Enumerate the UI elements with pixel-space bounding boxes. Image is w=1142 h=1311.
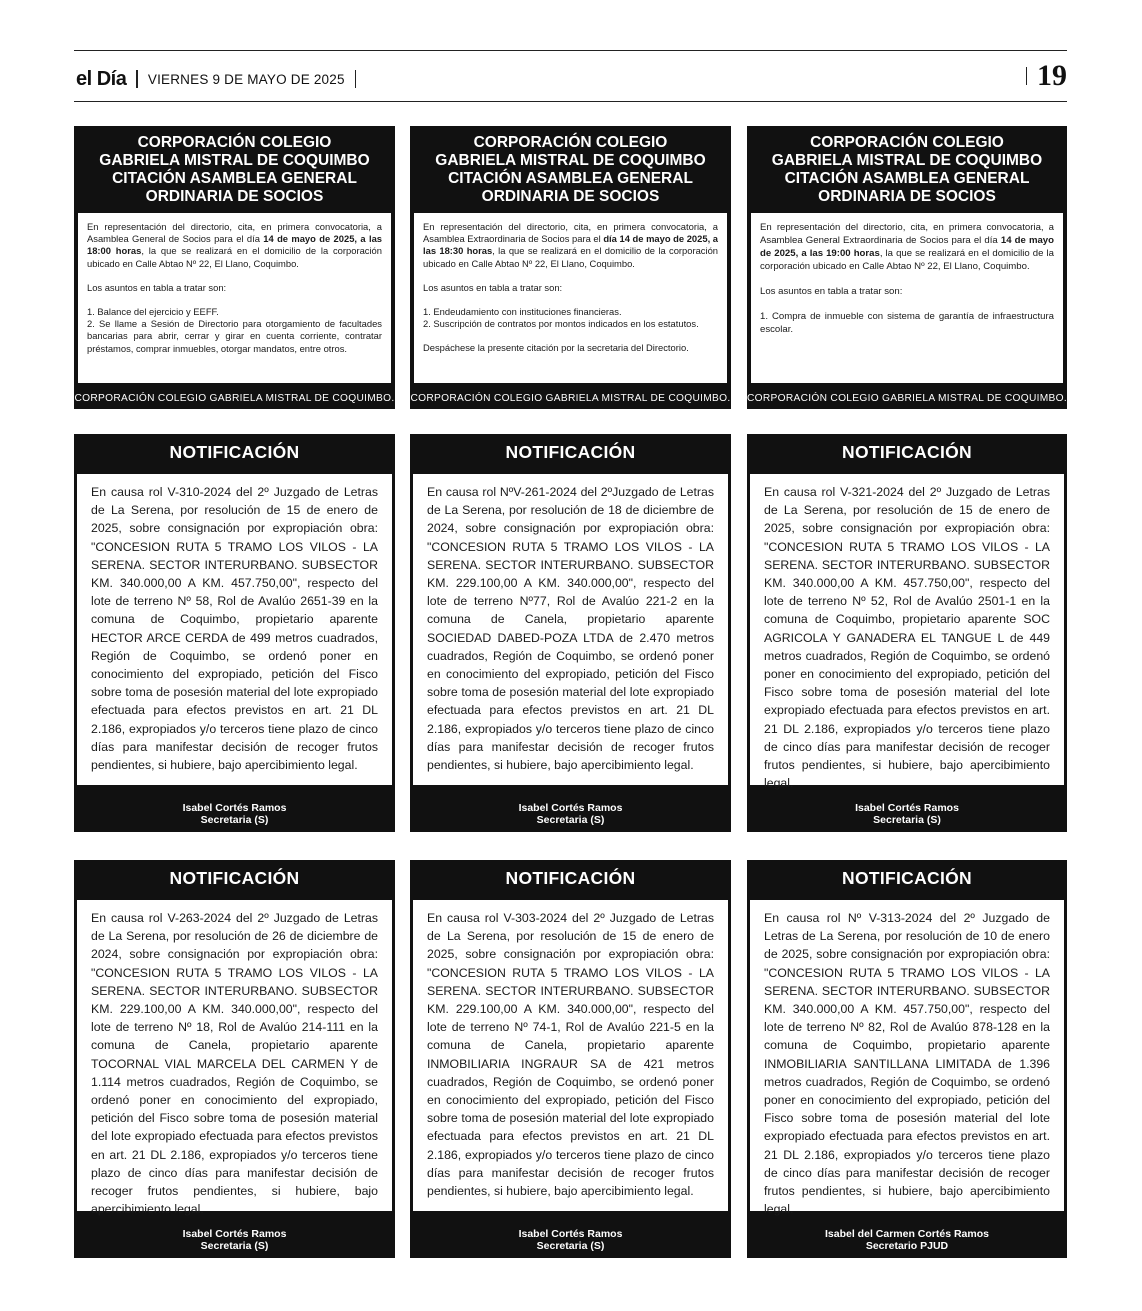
notification-box [410,860,731,1258]
notification-body: En causa rol Nº V-313-2024 del 2º Juzgado de Letras de La Serena, por resolución de 10 de enero de 2025, sobre consignación por expropiación obra: "CONCESION RUTA 5 TRAMO LOS VILOS - LA SERENA. SECTOR INTERURBANO. SUBSECTOR KM. 340.000,00 A KM. 457.750,00", respecto del lote de terreno Nº 82, Rol de Avalúo 878-128 en la comuna de Coquimbo, propietario aparente INMOBILIARIA SANTILLANA LIMITADA de 1.396 metros cuadrados, Región de Coquimbo, se ordenó poner en conocimiento del expropiado, petición del Fisco sobre toma de posesión material del lote expropiado efectuada para efectos previstos en art. 21 DL 2.186, expropiados y/o terceros tiene plazo de cinco días para manifestar decisión de recoger frutos pendientes, si hubiere, bajo apercibimiento legal. [750,900,1064,1211]
citation-title-line: CORPORACIÓN COLEGIO [137,134,332,151]
notification-title: NOTIFICACIÓN [169,442,300,462]
citation-title-line: GABRIELA MISTRAL DE COQUIMBO [771,152,1043,169]
divider [136,70,138,88]
citation-intro [760,221,1054,273]
intro-text: En representación del directorio, cita, en primera convocatoria, a Asamblea Extraordinaria de Socios para el [423,221,718,245]
page-number-box [1016,58,1068,94]
citation-intro [87,221,382,270]
notification-signature [747,1228,1067,1252]
notification-body: En causa rol V-303-2024 del 2º Juzgado de Letras de La Serena, por resolución de 15 de enero de 2025, sobre consignación por expropiación obra: "CONCESION RUTA 5 TRAMO LOS VILOS - LA SERENA. SECTOR INTERURBANO. SUBSECTOR KM. 229.100,00 A KM. 340.000,00", respecto del lote de terreno Nº 74-1, Rol de Avalúo 221-5 en la comuna de Canela, propietario aparente INMOBILIARIA INGRAUR SA de 421 metros cuadrados, Región de Coquimbo, se ordenó poner en conocimiento del expropiado, petición del Fisco sobre toma de posesión material del lote expropiado efectuada para efectos previstos en art. 21 DL 2.186, expropiados y/o terceros tiene plazo de cinco días para manifestar decisión de recoger frutos pendientes, si hubiere, bajo apercibimiento legal. [413,900,728,1211]
signer-role: Secretaria (S) [200,814,269,826]
intro-text: , la que se realizará en el domicilio de la corporación ubicado en Calle Abtao Nº 22, El Llano, Coquimbo. [423,245,718,269]
intro-date: día 14 de mayo de 2025, a las 18:30 horas [423,233,718,257]
header-top-rule [74,50,1067,51]
agenda-title: Los asuntos en tabla a tratar son: [760,286,903,297]
signer-role: Secretaria (S) [536,814,605,826]
signer-name: Isabel Cortés Ramos [182,1228,287,1240]
intro-text: En representación del directorio, cita, en primera convocatoria, a Asamblea General de Socios para el día [87,221,382,245]
agenda-item: 1. Balance del ejercicio y EEFF. [87,306,219,318]
notification-box [410,434,731,832]
notification-box [747,860,1067,1258]
signer-role: Secretario PJUD [865,1240,949,1252]
citation-title-line: GABRIELA MISTRAL DE COQUIMBO [435,152,706,169]
signer-name: Isabel Cortés Ramos [518,1228,623,1240]
agenda-item: 1. Compra de inmueble con sistema de garantía de infraestructura escolar. [760,311,1054,335]
signer-name: Isabel Cortés Ramos [182,802,287,814]
citation-closing: Despáchese la presente citación por la secretaria del Directorio. [423,342,689,354]
intro-date: 14 de mayo de 2025, a las 18:00 horas [87,233,382,257]
notification-body: En causa rol NºV-261-2024 del 2ºJuzgado de Letras de La Serena, por resolución de 18 de diciembre de 2024, sobre consignación por expropiación obra: "CONCESION RUTA 5 TRAMO LOS VILOS - LA SERENA. SECTOR INTERURBANO. SUBSECTOR KM. 229.100,00 A KM. 340.000,00", respecto del lote de terreno Nº77, Rol de Avalúo 221-2 en la comuna de Canela, propietario aparente SOCIEDAD DABED-POZA LTDA de 2.470 metros cuadrados, Región de Coquimbo, se ordenó poner en conocimiento del expropiado, petición del Fisco sobre toma de posesión material del lote expropiado efectuada para efectos previstos en art. 21 DL 2.186, expropiados y/o terceros tiene plazo de cinco días para manifestar decisión de recoger frutos pendientes, si hubiere, bajo apercibimiento legal. [413,474,728,785]
notification-signature [410,802,731,826]
newspaper-logo: el Día [76,67,127,90]
citation-intro [423,221,718,270]
notification-box [74,434,395,832]
citation-title-line: CITACIÓN ASAMBLEA GENERAL [784,170,1030,187]
citation-title-line: GABRIELA MISTRAL DE COQUIMBO [99,152,370,169]
citation-title-line: CORPORACIÓN COLEGIO [473,134,668,151]
intro-text: En representación del directorio, cita, en primera convocatoria, a Asamblea General Extraordinaria de Socios para el día [760,222,1054,246]
citation-footer: CORPORACIÓN COLEGIO GABRIELA MISTRAL DE COQUIMBO. [74,393,395,404]
notification-signature [747,802,1067,826]
masthead [76,63,366,95]
notification-body: En causa rol V-263-2024 del 2º Juzgado de Letras de La Serena, por resolución de 26 de diciembre de 2024, sobre consignación por expropiación obra: "CONCESION RUTA 5 TRAMO LOS VILOS - LA SERENA. SECTOR INTERURBANO. SUBSECTOR KM. 229.100,00 A KM. 340.000,00", respecto del lote de terreno Nº 18, Rol de Avalúo 214-111 en la comuna de Canela, propietario aparente TOCORNAL VIAL MARCELA DEL CARMEN Y de 1.114 metros cuadrados, Región de Coquimbo, se ordenó poner en conocimiento del expropiado, petición del Fisco sobre toma de posesión material del lote expropiado efectuada para efectos previstos en art. 21 DL 2.186, expropiados y/o terceros tiene plazo de cinco días para manifestar decisión de recoger frutos pendientes, si hubiere, bajo apercibimiento legal. [77,900,392,1211]
intro-text: , la que se realizará en el domicilio de la corporación ubicado en Calle Abtao Nº 22, El Llano, Coquimbo. [87,245,382,269]
citation-box [747,126,1067,409]
notification-title: NOTIFICACIÓN [169,868,300,888]
signer-role: Secretaria (S) [873,814,941,826]
notification-signature [74,802,395,826]
citation-title [410,134,731,206]
notification-box [747,434,1067,832]
citation-footer: CORPORACIÓN COLEGIO GABRIELA MISTRAL DE COQUIMBO. [410,393,731,404]
notification-body: En causa rol V-310-2024 del 2º Juzgado de Letras de La Serena, por resolución de 15 de enero de 2025, sobre consignación por expropiación obra: "CONCESION RUTA 5 TRAMO LOS VILOS - LA SERENA. SECTOR INTERURBANO. SUBSECTOR KM. 340.000,00 A KM. 457.750,00", respecto del lote de terreno Nº 58, Rol de Avalúo 2651-39 en la comuna de Coquimbo, propietario aparente HECTOR ARCE CERDA de 499 metros cuadrados, Región de Coquimbo, se ordenó poner en conocimiento del expropiado, petición del Fisco sobre toma de posesión material del lote expropiado efectuada para efectos previstos en art. 21 DL 2.186, expropiados y/o terceros tiene plazo de cinco días para manifestar decisión de recoger frutos pendientes, si hubiere, bajo apercibimiento legal. [77,474,392,785]
citation-title [747,134,1067,206]
notification-signature [74,1228,395,1252]
citation-title-line: ORDINARIA DE SOCIOS [481,188,660,205]
header-bottom-rule [74,101,1067,102]
signer-role: Secretaria (S) [200,1240,269,1252]
intro-date: 14 de mayo de 2025, a las 19:00 horas [760,235,1055,259]
notification-box [74,860,395,1258]
citation-box [74,126,395,409]
notification-title: NOTIFICACIÓN [505,868,636,888]
citation-box [410,126,731,409]
notification-title: NOTIFICACIÓN [842,442,972,462]
citation-body [751,213,1063,383]
signer-name: Isabel Cortés Ramos [855,802,959,814]
citation-title-line: CITACIÓN ASAMBLEA GENERAL [112,170,357,187]
notification-signature [410,1228,731,1252]
intro-text: , la que se realizará en el domicilio de la corporación ubicado en Calle Abtao Nº 22, El Llano, Coquimbo. [760,248,1054,272]
signer-name: Isabel del Carmen Cortés Ramos [825,1228,989,1240]
agenda-title: Los asuntos en tabla a tratar son: [423,281,563,293]
citation-title [74,134,395,206]
notification-title: NOTIFICACIÓN [505,442,636,462]
divider [1026,67,1028,85]
notification-body: En causa rol V-321-2024 del 2º Juzgado de Letras de La Serena, por resolución de 15 de enero de 2025, sobre consignación por expropiación obra: "CONCESION RUTA 5 TRAMO LOS VILOS - LA SERENA. SECTOR INTERURBANO. SUBSECTOR KM. 340.000,00 A KM. 457.750,00", respecto del lote de terreno Nº 52, Rol de Avalúo 2501-1 en la comuna de Coquimbo, propietario aparente SOC AGRICOLA Y GANADERA EL TANGUE L de 449 metros cuadrados, Región de Coquimbo, se ordenó poner en conocimiento del expropiado, petición del Fisco sobre toma de posesión material del lote expropiado efectuada para efectos previstos en art. 21 DL 2.186, expropiados y/o terceros tiene plazo de cinco días para manifestar decisión de recoger frutos pendientes, si hubiere, bajo apercibimiento legal. [750,474,1064,785]
signer-role: Secretaria (S) [536,1240,605,1252]
citation-body [78,213,391,383]
issue-date: VIERNES 9 DE MAYO DE 2025 [147,71,345,87]
citation-title-line: CORPORACIÓN COLEGIO [810,134,1004,151]
citation-title-line: ORDINARIA DE SOCIOS [818,188,996,205]
citation-title-line: ORDINARIA DE SOCIOS [145,188,324,205]
divider [355,70,357,88]
agenda-title: Los asuntos en tabla a tratar son: [87,281,227,293]
signer-name: Isabel Cortés Ramos [518,802,623,814]
citation-title-line: CITACIÓN ASAMBLEA GENERAL [448,170,693,187]
agenda-item: 2. Suscripción de contratos por montos indicados en los estatutos. [423,318,699,330]
notification-title: NOTIFICACIÓN [842,868,972,888]
agenda-item: 2. Se llame a Sesión de Directorio para otorgamiento de facultades bancarias para abrir, cerrar y girar en cuenta corriente, contratar préstamos, comprar inmuebles, otorgar mandatos, entre otros. [87,318,382,354]
agenda-item: 1. Endeudamiento con instituciones financieras. [423,306,622,318]
page-number: 19 [1037,59,1067,92]
citation-body [414,213,727,383]
citation-footer: CORPORACIÓN COLEGIO GABRIELA MISTRAL DE COQUIMBO. [747,393,1067,404]
